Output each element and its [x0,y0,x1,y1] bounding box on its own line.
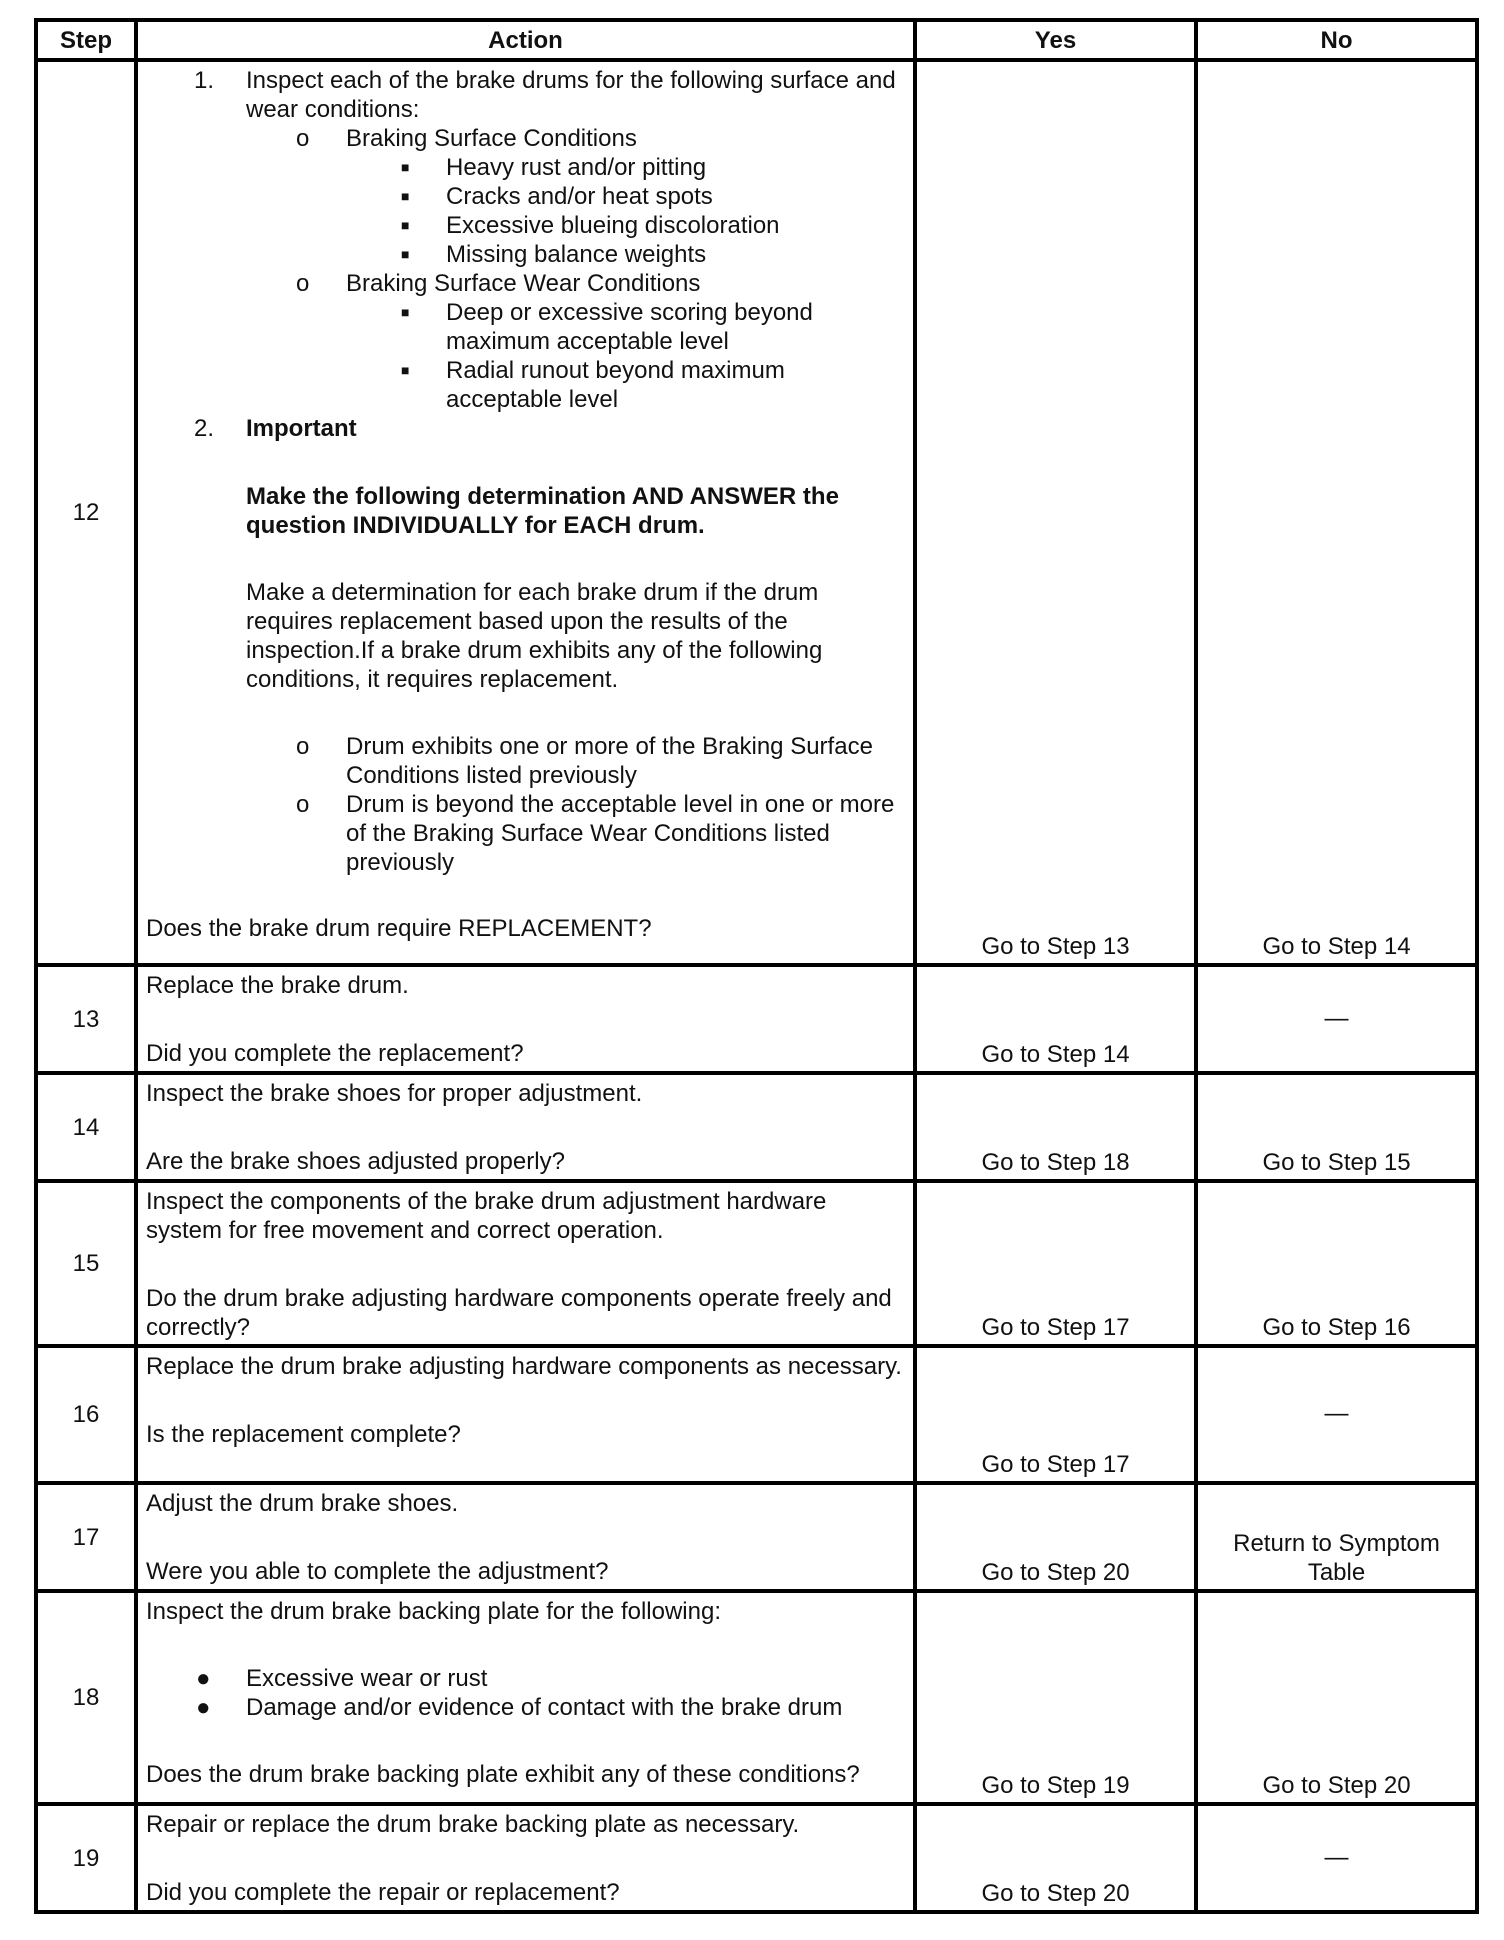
no-cell: — [1196,1346,1477,1483]
list-text: Damage and/or evidence of contact with the brake drum [246,1694,843,1721]
action-cell [136,1591,915,1804]
step-number: 15 [36,1181,136,1346]
action-text: Inspect the drum brake backing plate for the following: [146,1598,721,1625]
no-cell: — [1196,1804,1477,1912]
table-row [36,1346,1477,1483]
square-bullet-icon: ■ [401,246,410,262]
list-item [146,414,905,443]
action-text: Adjust the drum brake shoes. [146,1490,459,1517]
list-text: Inspect each of the brake drums for the following surface and wear conditions: [246,67,896,123]
step-number: 12 [36,60,136,965]
square-bullet-icon: ■ [401,362,410,378]
list-item [146,732,905,790]
square-bullet-icon: ■ [401,188,410,204]
list-text: Excessive blueing discoloration [446,212,780,239]
yes-cell: Go to Step 14 [915,965,1196,1073]
group-title: Braking Surface Conditions [346,125,637,152]
yes-cell: Go to Step 13 [915,60,1196,965]
action-cell [136,1073,915,1181]
action-cell [136,1181,915,1346]
action-cell [136,60,915,965]
diagnostic-table [34,18,1479,1914]
action-text: Replace the brake drum. [146,972,409,999]
list-item [146,790,905,877]
question: Do the drum brake adjusting hardware components operate freely and correctly? [146,1285,892,1341]
paragraph: Make a determination for each brake drum if the drum requires replacement based upon the results of the inspection.If a brake drum exhibits any of the following conditions, it requires replacement. [246,579,823,693]
action-cell [136,1346,915,1483]
bullet-icon: ● [196,1665,211,1692]
no-cell: Go to Step 20 [1196,1591,1477,1804]
no-cell: Return to Symptom Table [1196,1483,1477,1591]
table-row [36,60,1477,965]
list-number: 2. [194,415,215,442]
table-row [36,1483,1477,1591]
question: Does the drum brake backing plate exhibit any of these conditions? [146,1761,860,1788]
header-yes: Yes [915,20,1196,60]
list-item [146,356,905,414]
list-item [146,153,905,182]
step-number: 18 [36,1591,136,1804]
step-number: 13 [36,965,136,1073]
yes-cell: Go to Step 17 [915,1346,1196,1483]
list-item [146,66,905,124]
no-cell: Go to Step 14 [1196,60,1477,965]
list-text: Excessive wear or rust [246,1665,488,1692]
header-action: Action [136,20,915,60]
step-number: 19 [36,1804,136,1912]
list-text: Drum is beyond the acceptable level in one or more of the Braking Surface Wear Conditions listed previously [346,791,895,876]
no-cell: — [1196,965,1477,1073]
table-row [36,1804,1477,1912]
table-row [36,1073,1477,1181]
yes-cell: Go to Step 17 [915,1181,1196,1346]
list-item [146,298,905,356]
list-text: Cracks and/or heat spots [446,183,713,210]
important-label: Important [246,415,357,442]
circle-bullet-icon: o [296,791,310,818]
list-item [146,182,905,211]
square-bullet-icon: ■ [401,304,410,320]
list-number: 1. [194,67,215,94]
action-text: Repair or replace the drum brake backing plate as necessary. [146,1811,800,1838]
header-no: No [1196,20,1477,60]
question: Were you able to complete the adjustment? [146,1558,609,1585]
circle-bullet-icon: o [296,733,310,760]
yes-cell: Go to Step 19 [915,1591,1196,1804]
table-row [36,1181,1477,1346]
yes-cell: Go to Step 18 [915,1073,1196,1181]
action-text: Inspect the components of the brake drum adjustment hardware system for free movement and correct operation. [146,1188,827,1244]
action-cell [136,1483,915,1591]
question: Does the brake drum require REPLACEMENT? [146,915,652,942]
list-item [146,269,905,298]
circle-bullet-icon: o [296,270,310,297]
step-number: 16 [36,1346,136,1483]
question: Did you complete the repair or replacement? [146,1879,620,1906]
table-row [36,965,1477,1073]
list-item [146,211,905,240]
table-row [36,1591,1477,1804]
list-text: Missing balance weights [446,241,707,268]
action-cell [136,965,915,1073]
action-text: Replace the drum brake adjusting hardware components as necessary. [146,1353,902,1380]
header-step: Step [36,20,136,60]
yes-cell: Go to Step 20 [915,1483,1196,1591]
question: Did you complete the replacement? [146,1040,524,1067]
list-item [146,240,905,269]
no-cell: Go to Step 16 [1196,1181,1477,1346]
important-note: Make the following determination AND ANSWER the question INDIVIDUALLY for EACH drum. [246,483,839,539]
list-item [146,124,905,153]
bullet-icon: ● [196,1694,211,1721]
no-cell: Go to Step 15 [1196,1073,1477,1181]
list-text: Radial runout beyond maximum acceptable level [446,357,785,413]
list-text: Heavy rust and/or pitting [446,154,707,181]
action-cell [136,1804,915,1912]
circle-bullet-icon: o [296,125,310,152]
action-text: Inspect the brake shoes for proper adjustment. [146,1080,643,1107]
square-bullet-icon: ■ [401,159,410,175]
step-number: 14 [36,1073,136,1181]
list-text: Deep or excessive scoring beyond maximum acceptable level [446,299,813,355]
list-item [146,1693,905,1722]
group-title: Braking Surface Wear Conditions [346,270,701,297]
yes-cell: Go to Step 20 [915,1804,1196,1912]
header-row [36,20,1477,60]
square-bullet-icon: ■ [401,217,410,233]
question: Are the brake shoes adjusted properly? [146,1148,565,1175]
list-text: Drum exhibits one or more of the Braking Surface Conditions listed previously [346,733,873,789]
step-number: 17 [36,1483,136,1591]
question: Is the replacement complete? [146,1421,461,1448]
list-item [146,1664,905,1693]
